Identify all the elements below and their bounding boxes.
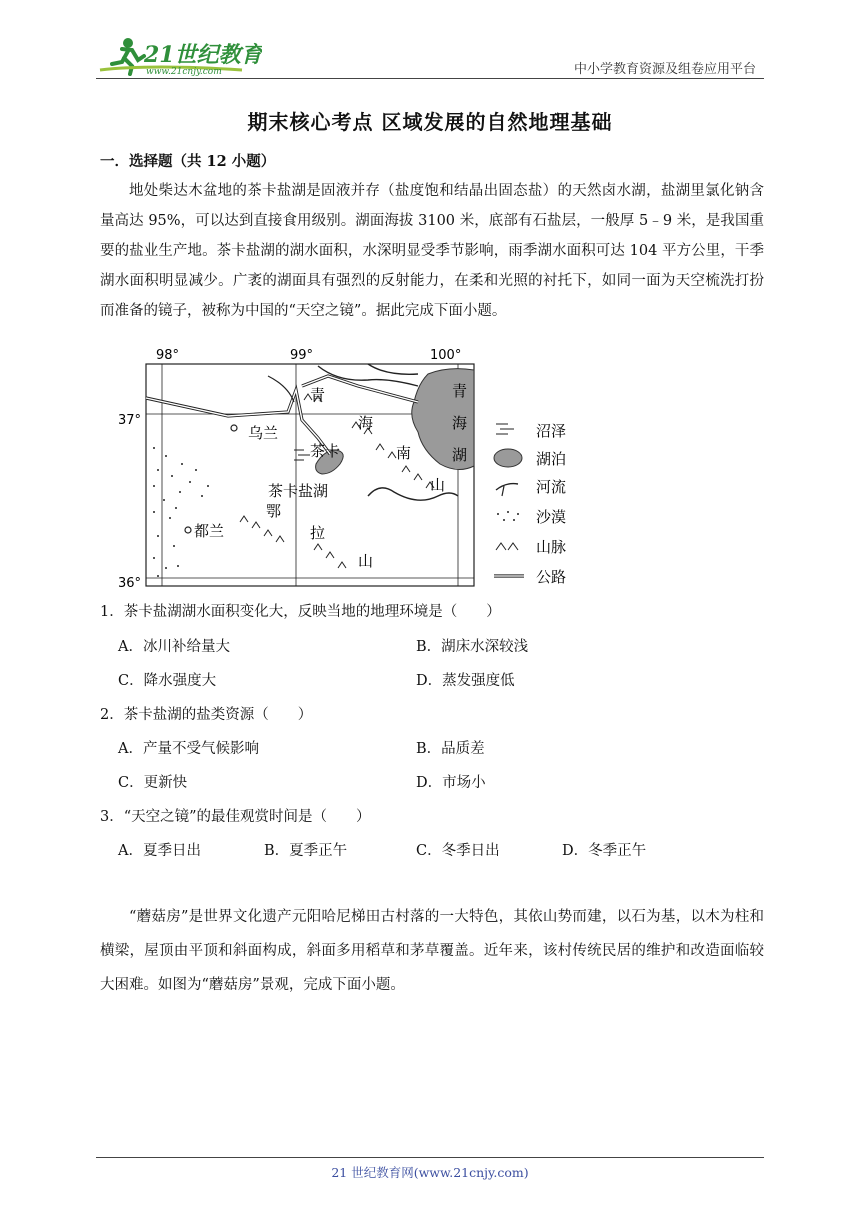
question-3-stem: 3．“天空之镜”的最佳观赏时间是（ ） (100, 809, 371, 825)
question-3-option-a[interactable]: A．夏季日出 (118, 843, 201, 859)
lat-label-37: 37° (118, 413, 142, 428)
nanshan-char-4: 山 (430, 476, 446, 494)
question-1-option-b[interactable]: B．湖床水深较浅 (416, 639, 529, 655)
question-2-stem: 2．茶卡盐湖的盐类资源（ ） (100, 707, 313, 723)
question-3-option-b[interactable]: B．夏季正午 (264, 843, 348, 859)
header-divider (96, 78, 764, 79)
lon-label-100: 100° (430, 348, 462, 363)
question-3-option-d[interactable]: D．冬季正午 (562, 843, 647, 859)
lat-label-36: 36° (118, 576, 142, 591)
place-wulan: 乌兰 (248, 424, 279, 442)
place-chaka-lake: 茶卡盐湖 (268, 482, 329, 500)
question-3-option-c[interactable]: C．冬季日出 (416, 843, 500, 859)
legend-marsh: 沼泽 (536, 422, 567, 440)
footer-divider (96, 1157, 764, 1158)
legend-lake: 湖泊 (536, 450, 567, 468)
place-dulan: 都兰 (194, 522, 225, 540)
place-chaka: 茶卡 (310, 442, 341, 460)
passage-2-text: “蘑菇房”是世界文化遗产元阳哈尼梯田古村落的一大特色，其依山势而建，以石为基，以木为柱和横梁，屋顶由平顶和斜面构成，斜面多用稻草和茅草覆盖。近年来，该村传统民居的维护和改造面临较大困难。如图为“蘑菇房”景观，完成下面小题。 (100, 909, 764, 993)
qinghai-lake-char-1: 青 (452, 382, 468, 400)
question-1-option-c[interactable]: C．降水强度大 (118, 673, 217, 689)
qinghai-lake-char-2: 海 (452, 414, 468, 432)
lon-label-98: 98° (156, 348, 180, 363)
qinghai-lake-char-3: 湖 (452, 446, 468, 464)
legend-river: 河流 (536, 478, 567, 496)
page-title: 期末核心考点 区域发展的自然地理基础 (247, 110, 613, 134)
question-1-stem: 1．茶卡盐湖湖水面积变化大，反映当地的地理环境是（ ） (100, 604, 501, 620)
passage-1 (100, 176, 764, 326)
question-2-option-b[interactable]: B．品质差 (416, 741, 485, 757)
question-1-option-d[interactable]: D．蒸发强度低 (416, 673, 515, 689)
section-heading: 一．选择题（共 12 小题） (100, 153, 276, 170)
platform-name: 中小学教育资源及组卷应用平台 (573, 62, 756, 77)
nanshan-char-2: 海 (358, 414, 374, 432)
question-1-option-a[interactable]: A．冰川补给量大 (118, 639, 230, 655)
passage-2 (100, 900, 764, 1002)
footer-text[interactable]: 21 世纪教育网(www.21cnjy.com) (331, 1165, 529, 1180)
elashan-char-3: 山 (358, 552, 374, 570)
legend-mountain: 山脉 (536, 538, 567, 556)
site-logo (92, 34, 262, 78)
map-figure (118, 346, 582, 592)
question-2-option-d[interactable]: D．市场小 (416, 775, 486, 791)
question-2-option-a[interactable]: A．产量不受气候影响 (118, 741, 259, 757)
logo-text: 21世纪教育 (144, 42, 262, 68)
nanshan-char-1: 青 (310, 386, 326, 404)
legend-road: 公路 (536, 568, 567, 586)
logo-url: www.21cnjy.com (146, 67, 222, 77)
elashan-char-2: 拉 (310, 524, 326, 542)
passage-1-text: 地处柴达木盆地的茶卡盐湖是固液并存（盐度饱和结晶出固态盐）的天然卤水湖，盐湖里氯化钠含量高达 95%，可以达到直接食用级别。湖面海拔 3100 米，底部有石盐层，一般厚 5﹣9 米，是我国重要的盐业生产地。茶卡盐湖的湖水面积，水深明显受季节影响，雨季湖水面积可达 104 平方公里，干季湖水面积明显减少。广袤的湖面具有强烈的反射能力，在柔和光照的衬托下，如同一面为天空梳洗打扮而准备的镜子，被称为中国的“天空之镜”。据此完成下面小题。 (100, 183, 764, 319)
lon-label-99: 99° (290, 348, 314, 363)
legend-desert: 沙漠 (536, 508, 567, 526)
elashan-char-1: 鄂 (266, 502, 282, 520)
question-2-option-c[interactable]: C．更新快 (118, 775, 188, 791)
map-legend (494, 422, 566, 586)
nanshan-char-3: 南 (396, 444, 412, 462)
